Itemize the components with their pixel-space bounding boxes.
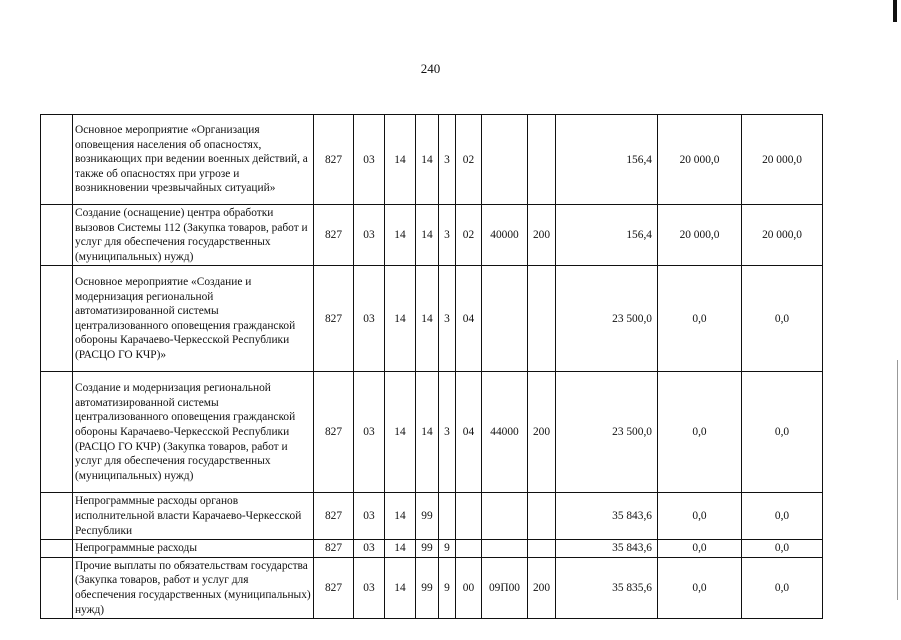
sum-2: 20 000,0 [658,205,742,266]
program-code: 14 [416,205,439,266]
ministry-code: 827 [314,266,354,372]
direction-code [482,540,528,558]
sum-1: 35 835,6 [556,557,658,618]
event-code: 02 [456,115,482,205]
subprogram-code: 3 [439,266,456,372]
row-name: Создание (оснащение) центра обработки вызовов Системы 112 (Закупка товаров, работ и услуг для обеспечения государственных (муниципальных) нужд) [73,205,314,266]
sum-3: 20 000,0 [742,115,823,205]
sum-3: 0,0 [742,372,823,493]
row-name: Непрограммные расходы [73,540,314,558]
expense-type-code [528,493,556,540]
subsection-code: 14 [385,205,416,266]
subsection-code: 14 [385,266,416,372]
direction-code: 44000 [482,372,528,493]
direction-code [482,493,528,540]
sum-1: 23 500,0 [556,266,658,372]
subsection-code: 14 [385,372,416,493]
sum-1: 156,4 [556,205,658,266]
ministry-code: 827 [314,115,354,205]
event-code [456,540,482,558]
table-row [41,493,823,540]
ministry-code: 827 [314,372,354,493]
sum-2: 0,0 [658,372,742,493]
event-code: 04 [456,372,482,493]
table-row [41,205,823,266]
blank-cell [41,557,73,618]
sum-3: 0,0 [742,493,823,540]
blank-cell [41,372,73,493]
subprogram-code: 3 [439,115,456,205]
page-number: 240 [420,61,441,76]
subsection-code: 14 [385,493,416,540]
subprogram-code: 9 [439,557,456,618]
subprogram-code: 3 [439,205,456,266]
blank-cell [41,540,73,558]
event-code: 02 [456,205,482,266]
sum-3: 0,0 [742,557,823,618]
row-name: Прочие выплаты по обязательствам государства (Закупка товаров, работ и услуг для обеспечения государственных (муниципальных) нужд) [73,557,314,618]
expense-type-code: 200 [528,205,556,266]
sum-3: 0,0 [742,540,823,558]
direction-code: 09П00 [482,557,528,618]
subsection-code: 14 [385,557,416,618]
table-row [41,540,823,558]
row-name: Основное мероприятие «Создание и модернизация региональной автоматизированной системы централизованного оповещения гражданской обороны Карачаево-Черкесской Республики (РАСЦО ГО КЧР)» [73,266,314,372]
section-code: 03 [354,493,385,540]
scan-edge-line [897,360,898,600]
expense-type-code [528,266,556,372]
sum-2: 0,0 [658,557,742,618]
ministry-code: 827 [314,205,354,266]
sum-2: 0,0 [658,540,742,558]
expense-type-code [528,540,556,558]
sum-3: 0,0 [742,266,823,372]
table-row [41,115,823,205]
expense-type-code: 200 [528,557,556,618]
section-code: 03 [354,557,385,618]
section-code: 03 [354,266,385,372]
program-code: 14 [416,115,439,205]
direction-code [482,115,528,205]
section-code: 03 [354,115,385,205]
table-row [41,372,823,493]
subprogram-code [439,493,456,540]
section-code: 03 [354,205,385,266]
ministry-code: 827 [314,540,354,558]
event-code: 00 [456,557,482,618]
scan-edge-mark [893,0,897,22]
sum-1: 156,4 [556,115,658,205]
subsection-code: 14 [385,115,416,205]
program-code: 99 [416,557,439,618]
direction-code [482,266,528,372]
program-code: 14 [416,266,439,372]
row-name: Создание и модернизация региональной автоматизированной системы централизованного оповещения гражданской обороны Карачаево-Черкесской Республики (РАСЦО ГО КЧР) (Закупка товаров, работ и услуг для обеспечения государственных (муниципальных) нужд) [73,372,314,493]
subprogram-code: 3 [439,372,456,493]
section-code: 03 [354,540,385,558]
sum-2: 0,0 [658,493,742,540]
sum-1: 35 843,6 [556,540,658,558]
sum-1: 23 500,0 [556,372,658,493]
table-row [41,266,823,372]
subsection-code: 14 [385,540,416,558]
section-code: 03 [354,372,385,493]
event-code: 04 [456,266,482,372]
blank-cell [41,115,73,205]
sum-2: 0,0 [658,266,742,372]
sum-2: 20 000,0 [658,115,742,205]
blank-cell [41,266,73,372]
ministry-code: 827 [314,557,354,618]
row-name: Основное мероприятие «Организация оповещения населения об опасностях, возникающих при ведении военных действий, а также об опасностях при угрозе и возникновении чрезвычайных ситуаций» [73,115,314,205]
blank-cell [41,493,73,540]
expense-type-code [528,115,556,205]
expense-type-code: 200 [528,372,556,493]
program-code: 99 [416,540,439,558]
sum-1: 35 843,6 [556,493,658,540]
ministry-code: 827 [314,493,354,540]
sum-3: 20 000,0 [742,205,823,266]
event-code [456,493,482,540]
program-code: 99 [416,493,439,540]
blank-cell [41,205,73,266]
program-code: 14 [416,372,439,493]
direction-code: 40000 [482,205,528,266]
subprogram-code: 9 [439,540,456,558]
budget-table [40,114,823,619]
table-row [41,557,823,618]
row-name: Непрограммные расходы органов исполнительной власти Карачаево-Черкесской Республики [73,493,314,540]
